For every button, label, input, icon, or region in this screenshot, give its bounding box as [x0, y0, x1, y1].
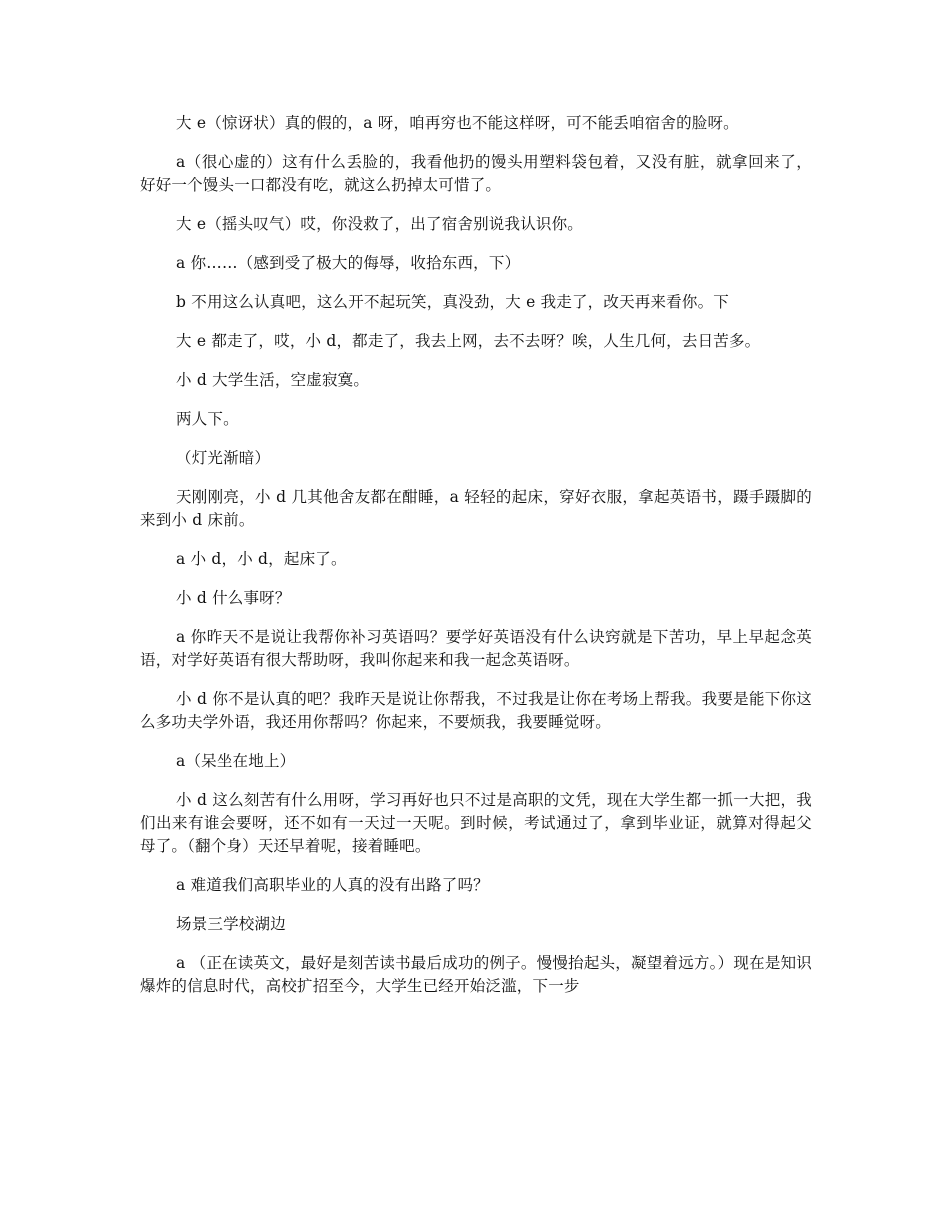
paragraph: 天刚刚亮，小 d 几其他舍友都在酣睡，a 轻轻的起床，穿好衣服，拿起英语书，蹑手蹑脚的来到小 d 床前。 [140, 488, 812, 529]
paragraph: a（很心虚的）这有什么丢脸的，我看他扔的馒头用塑料袋包着，又没有脏，就拿回来了，好好一个馒头一口都没有吃，就这么扔掉太可惜了。 [140, 153, 812, 194]
paragraph: 小 d 大学生活，空虚寂寞。 [176, 371, 370, 389]
paragraph: a 你昨天不是说让我帮你补习英语吗？要学好英语没有什么诀窍就是下苦功，早上早起念英语，对学好英语有很大帮助呀，我叫你起来和我一起念英语呀。 [140, 628, 812, 669]
paragraph: b 不用这么认真吧，这么开不起玩笑，真没劲，大 e 我走了，改天再来看你。下 [176, 293, 729, 311]
paragraph: a 难道我们高职毕业的人真的没有出路了吗？ [176, 876, 489, 894]
paragraph: 大 e（摇头叹气）哎，你没救了，出了宿舍别说我认识你。 [176, 215, 584, 233]
paragraph: 小 d 你不是认真的吧？我昨天是说让你帮我，不过我是让你在考场上帮我。我要是能下你这么多功夫学外语，我还用你帮吗？你起来，不要烦我，我要睡觉呀。 [140, 690, 812, 731]
paragraph: 小 d 这么刻苦有什么用呀，学习再好也只不过是高职的文凭，现在大学生都一抓一大把，我们出来有谁会要呀，还不如有一天过一天呢。到时候，考试通过了，拿到毕业证，就算对得起父母了。（翻个身）天还早着呢，接着睡吧。 [140, 791, 812, 855]
paragraph: 两人下。 [176, 410, 239, 428]
scene-heading: 场景三学校湖边 [176, 915, 286, 933]
paragraph: 大 e（惊讶状）真的假的，a 呀，咱再穷也不能这样呀，可不能丢咱宿舍的脸呀。 [176, 114, 739, 132]
document-page [140, 112, 812, 1014]
stage-direction: a（呆坐在地上） [176, 752, 296, 770]
paragraph: a 你……（感到受了极大的侮辱，收拾东西，下） [176, 254, 521, 272]
paragraph: 大 e 都走了，哎，小 d，都走了，我去上网，去不去呀？唉，人生几何，去日苦多。 [176, 332, 761, 350]
paragraph: a （正在读英文，最好是刻苦读书最后成功的例子。慢慢抬起头，凝望着远方。）现在是知识爆炸的信息时代，高校扩招至今，大学生已经开始泛滥，下一步 [140, 954, 812, 995]
stage-direction: （灯光渐暗） [176, 449, 271, 467]
paragraph: a 小 d，小 d，起床了。 [176, 550, 347, 568]
paragraph: 小 d 什么事呀？ [176, 589, 291, 607]
